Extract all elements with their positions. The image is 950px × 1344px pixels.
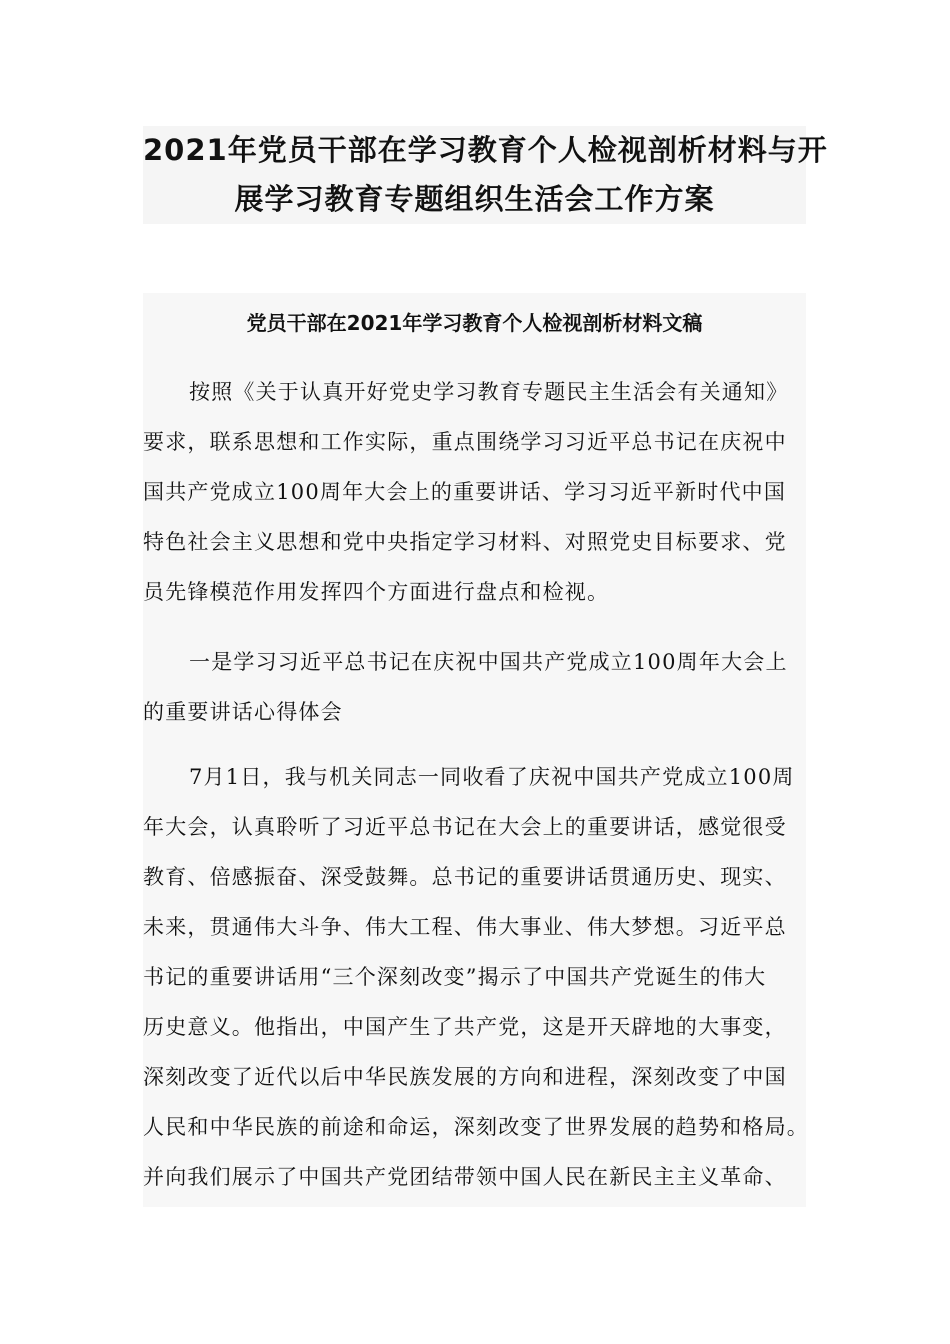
title-line-2: 展学习教育专题组织生活会工作方案 — [234, 182, 715, 216]
paragraph-line: 人民和中华民族的前途和命运，深刻改变了世界发展的趋势和格局。 — [143, 1115, 809, 1139]
paragraph-line: 年大会，认真聆听了习近平总书记在大会上的重要讲话，感觉很受 — [143, 815, 787, 839]
paragraph-line: 国共产党成立100周年大会上的重要讲话、学习习近平新时代中国 — [143, 480, 787, 504]
paragraph-line: 的重要讲话心得体会 — [143, 700, 343, 724]
document-title — [143, 126, 828, 224]
paragraph-line: 深刻改变了近代以后中华民族发展的方向和进程，深刻改变了中国 — [143, 1065, 787, 1089]
paragraph-line: 历史意义。他指出，中国产生了共产党，这是开天辟地的大事变， — [143, 1015, 787, 1039]
paragraph-line: 按照《关于认真开好党史学习教育专题民主生活会有关通知》 — [189, 380, 789, 404]
document-body — [143, 293, 809, 1207]
paragraph-line: 书记的重要讲话用“三个深刻改变”揭示了中国共产党诞生的伟大 — [143, 965, 767, 989]
paragraph-line: 并向我们展示了中国共产党团结带领中国人民在新民主主义革命、 — [143, 1165, 787, 1189]
paragraph-line: 一是学习习近平总书记在庆祝中国共产党成立100周年大会上 — [189, 650, 788, 674]
section-subtitle: 党员干部在2021年学习教育个人检视剖析材料文稿 — [246, 311, 703, 335]
paragraph-intro — [143, 367, 823, 617]
paragraph-line: 教育、倍感振奋、深受鼓舞。总书记的重要讲话贯通历史、现实、 — [143, 865, 787, 889]
paragraph-line: 要求，联系思想和工作实际，重点围绕学习习近平总书记在庆祝中 — [143, 430, 787, 454]
paragraph-line: 未来，贯通伟大斗争、伟大工程、伟大事业、伟大梦想。习近平总 — [143, 915, 787, 939]
title-line-1: 2021年党员干部在学习教育个人检视剖析材料与开 — [143, 133, 828, 167]
paragraph-line: 员先锋模范作用发挥四个方面进行盘点和检视。 — [143, 580, 610, 604]
paragraph-july-first — [143, 752, 823, 1202]
paragraph-heading-one — [143, 637, 823, 737]
paragraph-line: 7月1日，我与机关同志一同收看了庆祝中国共产党成立100周 — [189, 765, 795, 789]
paragraph-line: 特色社会主义思想和党中央指定学习材料、对照党史目标要求、党 — [143, 530, 787, 554]
